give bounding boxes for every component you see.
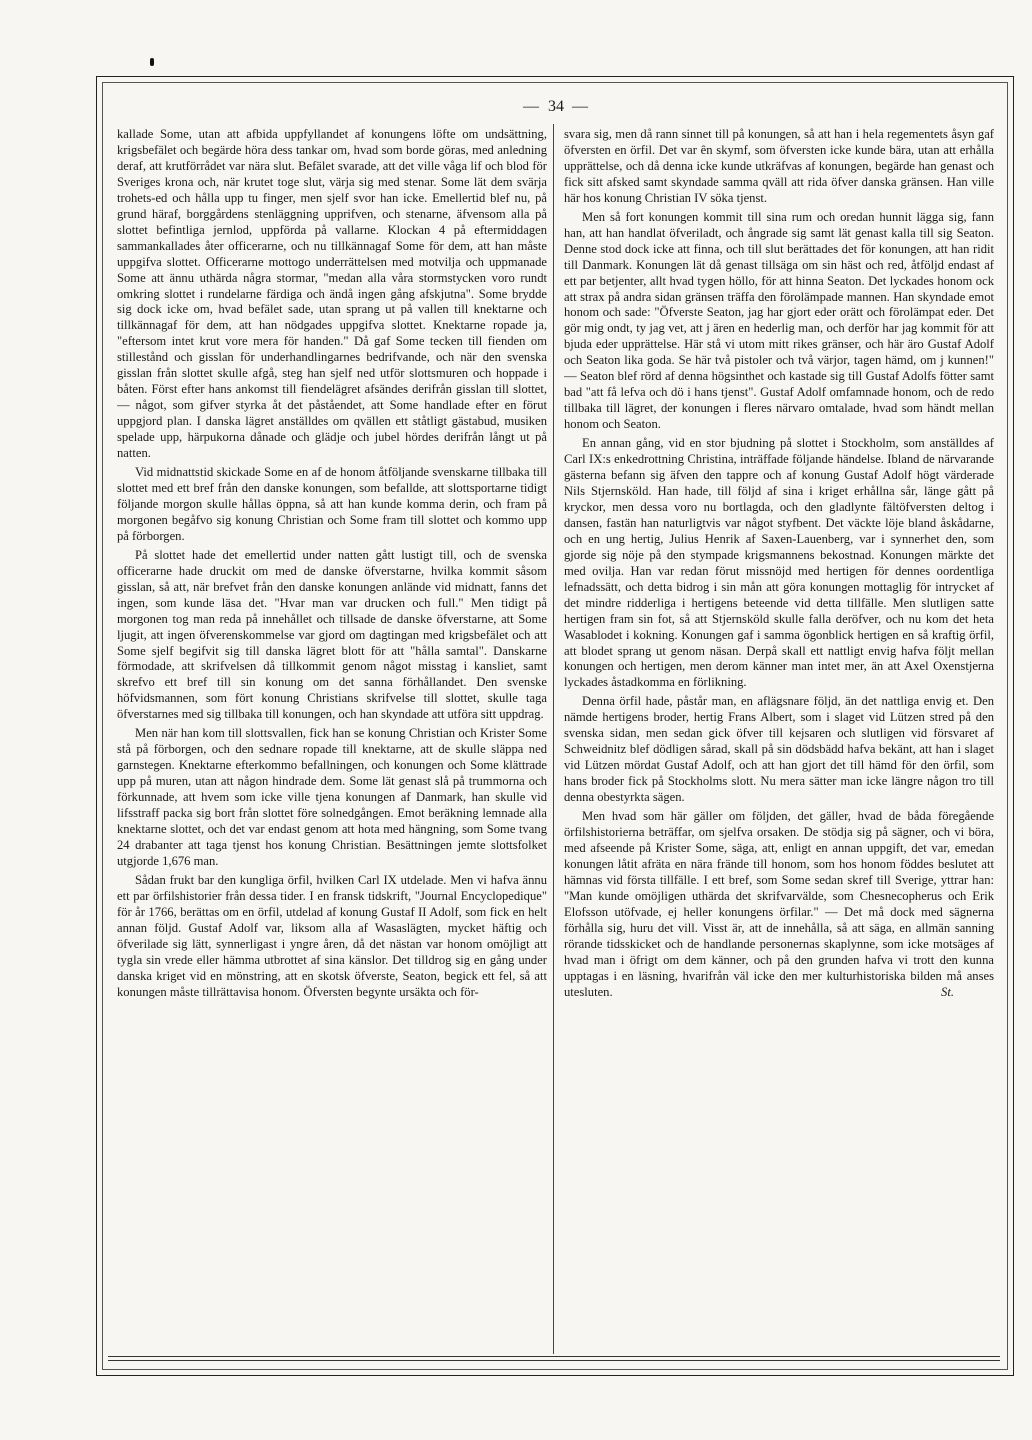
paragraph: Sådan frukt bar den kungliga örfil, hvilken Carl IX utdelade. Men vi hafva ännu ett par örfilshistorier från dessa tider. I en fransk tidskrift, "Journal Encyclopedique" för år 1766, berättas om en örfil, utdelad af konung Gustaf II Adolf, som fick en helt annan följd. Gustaf Adolf var, liksom alla af Wasaslägten, mycket häftig och öfverilade sig lätt, synnerligast i yngre åren, då det nästan var honom omöjligt att tygla sin vrede eller hämma utbrottet af sina känslor. Det tilldrog sig en gång under danska kriget vid en mönstring, att en skotsk öfverste, Seaton, begick ett fel, så att konungen måste tillrättavisa honom. Öfversten begynte ursäkta och för- [117, 872, 547, 999]
left-column [117, 127, 547, 1349]
folio-dash-right: — [572, 98, 589, 115]
paragraph: En annan gång, vid en stor bjudning på slottet i Stockholm, som anställdes af Carl IX:s enkedrottning Christina, inträffade följande händelse. Ibland de närvarande gästerna befann sig äfven den tappre och af konung Gustaf Adolf högt värderade Nils Stjernsköld. Han hade, till följd af sina i kriget erhållna sår, länge gått på kryckor, men dessa voro nu bortlagda, och den gladlynte fältöfversten deltog i dansen, fastän han naturligtvis var något styfbent. Det väckte löje bland åskådarne, och en ung hertig, Julius Henrik af Saxen-Lauenberg, var i synnerhet den, som gjorde sig nöje på den stympade krigsmannens bekostnad. Konungen märkte det med ovilja. Han var redan förut missnöjd med hertigen för dennes oordentliga lefnadssätt, och detta bidrog i sin mån att göra konungen mottaglig för intrycket af det mindre ridderliga i hertigens beteende vid detta tillfälle. Men slutligen satte hertigen fram sin fot, så att Stjernsköld skulle falla deröfver, och nu kom det heta Wasablodet i kokning. Konungen gaf i samma ögonblick hertigen en så kraftig örfil, att blodet sprang ut genom näsan. Derpå skall ett nattligt envig hafva följt mellan konungen och hertigen, men derom känner man intet mer, än att Axel Oxenstjerna lyckades åstadkomma en förlikning. [564, 436, 994, 690]
page-number-header [496, 96, 616, 118]
author-signature: St. [941, 984, 954, 999]
paragraph: kallade Some, utan att afbida uppfyllandet af konungens löfte om undsättning, krigsbefälet och begärde höra dess tankar om, hvad som borde göras, med anledning deraf, att krutförrådet var nära slut. Befälet svarade, att det ville våga lif och blod för Sveriges krona och, när krutet toge slut, värja sig med stenar. Some lät dem svärja trohets-ed och hålla upp tu finger, men sjelf svor han icke. Emellertid blef nu, på grund häraf, borggårdens stenläggning upprifven, och stenarne, äfvensom alla på slottet befintliga jernlod, uppförda på vallarne. Klockan 4 på eftermiddagen sammankallades åter officerarne, och nu tillkännagaf Some för dem, att han måste uppgifva slottet. Officerarne mottogo underrättelsen med motvilja och uppmanade Some att ännu uthärda några stormar, "medan alla våra stormstycken voro rundt omkring slottet i rundelarne färdiga och ändå ingen gång afskjutna". Some brydde sig dock icke om, hvad befälet sade, utan sprang ut på vallen till knektarne och tillkännagaf för dem, att han nödgades uppgifva slottet. Knektarne ropade ja, "eftersom intet krut vore mera för handen." Då gaf Some tecken till fienden om stillestånd och gisslan för underhandlingarnes bedrifvande, och när den svenska gisslan från slottet skulle afgå, steg han sjelf ned utför slottsmuren och hoppade i båten. Först efter hans ankomst till fiendelägret afsändes derifrån gisslan till slottet, — något, som gifver styrka åt det påståendet, att Some handlade efter en förut uppgjord plan. I danska lägret anställdes om qvällen ett ståtligt gästabud, musiken spelade upp, härpukorna dånade och glädje och jubel hördes derifrån långt ut på natten. [117, 127, 547, 461]
page-number: 34 [548, 98, 564, 115]
paragraph: Men när han kom till slottsvallen, fick han se konung Christian och Krister Some stå på förborgen, och den sednare ropade till knektarne, att de skulle släppa ned garnstegen. Knektarne efterkommo befallningen, och konungen och Some klättrade upp på muren, utan att någon hindrade dem. Some lät genast slå på trummorna och förkunnade, att hvem som icke ville tjena konungen af Danmark, han skulle vid lifsstraff packa sig bort från slottet före solnedgången. Emot beräkning lemnade alla knektarne slottet, och det var endast genom att hota med hängning, som Some tvang 24 drabanter att taga tjenst hos konung Christian. Besättningen jemte slottsfolket utgjorde 1,676 man. [117, 726, 547, 868]
paragraph: På slottet hade det emellertid under natten gått lustigt till, och de svenska officerarne hade druckit om med de danske öfverstarne, hvilka kommit såsom gisslan, så att, när brefvet från den danske konungen anlände vid midnatt, fanns det ingen, som kunde läsa det. "Hvar man var drucken och full." Men tidigt på morgonen tog man reda på innehållet och tillsade de danske öfverstarne, att Some ljugit, att ingen öfverenskommelse var gjord om dagtingan med krigsbefälet och att Some sjelf begifvit sig till danska lägret blott för att "hålla samtal". Danskarne förmodade, att skrifvelsen då tillkommit genom något misstag i kansliet, samt skrefvo ett bref till sin konung om det sanna förhållandet. Den svenske höfvidsmannen, som fört konung Christians skrifvelse till slottet, skulle taga öfverstarnes med sig tillbaka till konungen, och han skyndade att utföra sitt uppdrag. [117, 547, 547, 722]
paragraph-text: Men hvad som här gäller om följden, det gäller, hvad de båda föregående örfilshistorierna beträffar, om sjelfva orsaken. De stödja sig på sägner, och vi böra, med afseende på Krister Some, säga, att, enligt en annan uppgift, det var, emedan konungen låtit afräta en nära frände till honom, som hos honom föddes beslutet att hämnas vid första tillfälle. I ett bref, som Some sedan skref till Sverige, yttrar han: "Man kunde omöjligen uthärda det skrifvarvälde, som Chesnecopherus och Erik Elofsson utöfvade, ej heller konungens örfilar." — Det må dock med sägnerna förhålla sig, huru det vill. Visst är, att de innehålla, så att säga, en allmän sanning rörande tidsskicket och de handlande personernas skaplynne, som icke motsäges af hvad man i öfrigt om dem känner, och på den grunden hafva vi trott den kunna upptagas i en läsning, hvarifrån väl icke den mer kulturhistoriska bilden må anses utesluten. [564, 809, 994, 999]
paragraph: Men så fort konungen kommit till sina rum och oredan hunnit lägga sig, fann han, att han handlat öfveriladt, och ångrade sig samt lät genast kalla till sig Seaton. Denne stod dock icke att finna, och till slut berättades det för konungen, att han ridit till Danmark. Konungen lät då genast tillsäga om sin häst och red, åtföljd endast af ett par betjenter, allt hvad tygen höllo, för att hinna Seaton. Det lyckades honom ock att strax på andra sidan gränsen träffa den förolämpade mannen. Han skyndade emot honom och sade: "Öfverste Seaton, jag har gjort eder orätt och förolämpat eder. Det gör mig ondt, ty jag vet, att j ären en hederlig man, och derför har jag kommit för att bjuda eder upprättelse. Här stå vi utom mitt rikes gränser, och här äro Gustaf Adolf och Seaton lika goda. Se här två pistoler och två värjor, tagen hämd, om j kunnen!" — Seaton blef rörd af denna högsinthet och kastade sig till Gustaf Adolfs fötter samt bad "att få lefva och dö i hans tjenst". Gustaf Adolf omfamnade honom, och de redo tillbaka till lägret, der konungen i fleres närvaro omtalade, hvad som händt mellan honom och Seaton. [564, 209, 994, 432]
right-column [564, 127, 994, 1349]
paragraph: Denna örfil hade, påstår man, en aflägsnare följd, än det nattliga envig et. Den nämde hertigens broder, hertig Frans Albert, som i slaget vid Lützen stred på den svenska sidan, men sedan gick öfver till kejsaren och slutligen vid försvaret af Schweidnitz blef dödligen sårad, skall på sin dödsbädd hafva bekänt, att han i slaget vid Lützen mördat Gustaf Adolf, och att han gjort det till hämd för den örfil, som hans broder fick på Stockholms slott. Nu mera sätter man icke längre någon tro till denna obestyrkta sägen. [564, 694, 994, 805]
folio-dash-left: — [523, 98, 540, 115]
ink-mark [150, 58, 154, 66]
paragraph: svara sig, men då rann sinnet till på konungen, så att han i hela regementets åsyn gaf öfversten en örfil. Det var ên skymf, som öfversten icke kunde bära, utan att erhålla upprättelse, och då denna icke kunde utkräfvas af konungen, begärde han genast och fick sitt afsked samt skyndade samma qväll att rida öfver danska gränsen. Han ville här hos konung Christian IV söka tjenst. [564, 127, 994, 205]
paragraph: Vid midnattstid skickade Some en af de honom åtföljande svenskarne tillbaka till slottet med ett bref från den danske konungen, som befallde, att slottsportarne tidigt följande morgon skulle hållas öppna, så att han kunde komma derin, och fram på morgonen begåfvo sig konung Christian och Some fram till slottet och kommo upp på förborgen. [117, 465, 547, 543]
paragraph-last [564, 809, 994, 1000]
bottom-rule [108, 1356, 1000, 1361]
column-divider [553, 124, 554, 1354]
